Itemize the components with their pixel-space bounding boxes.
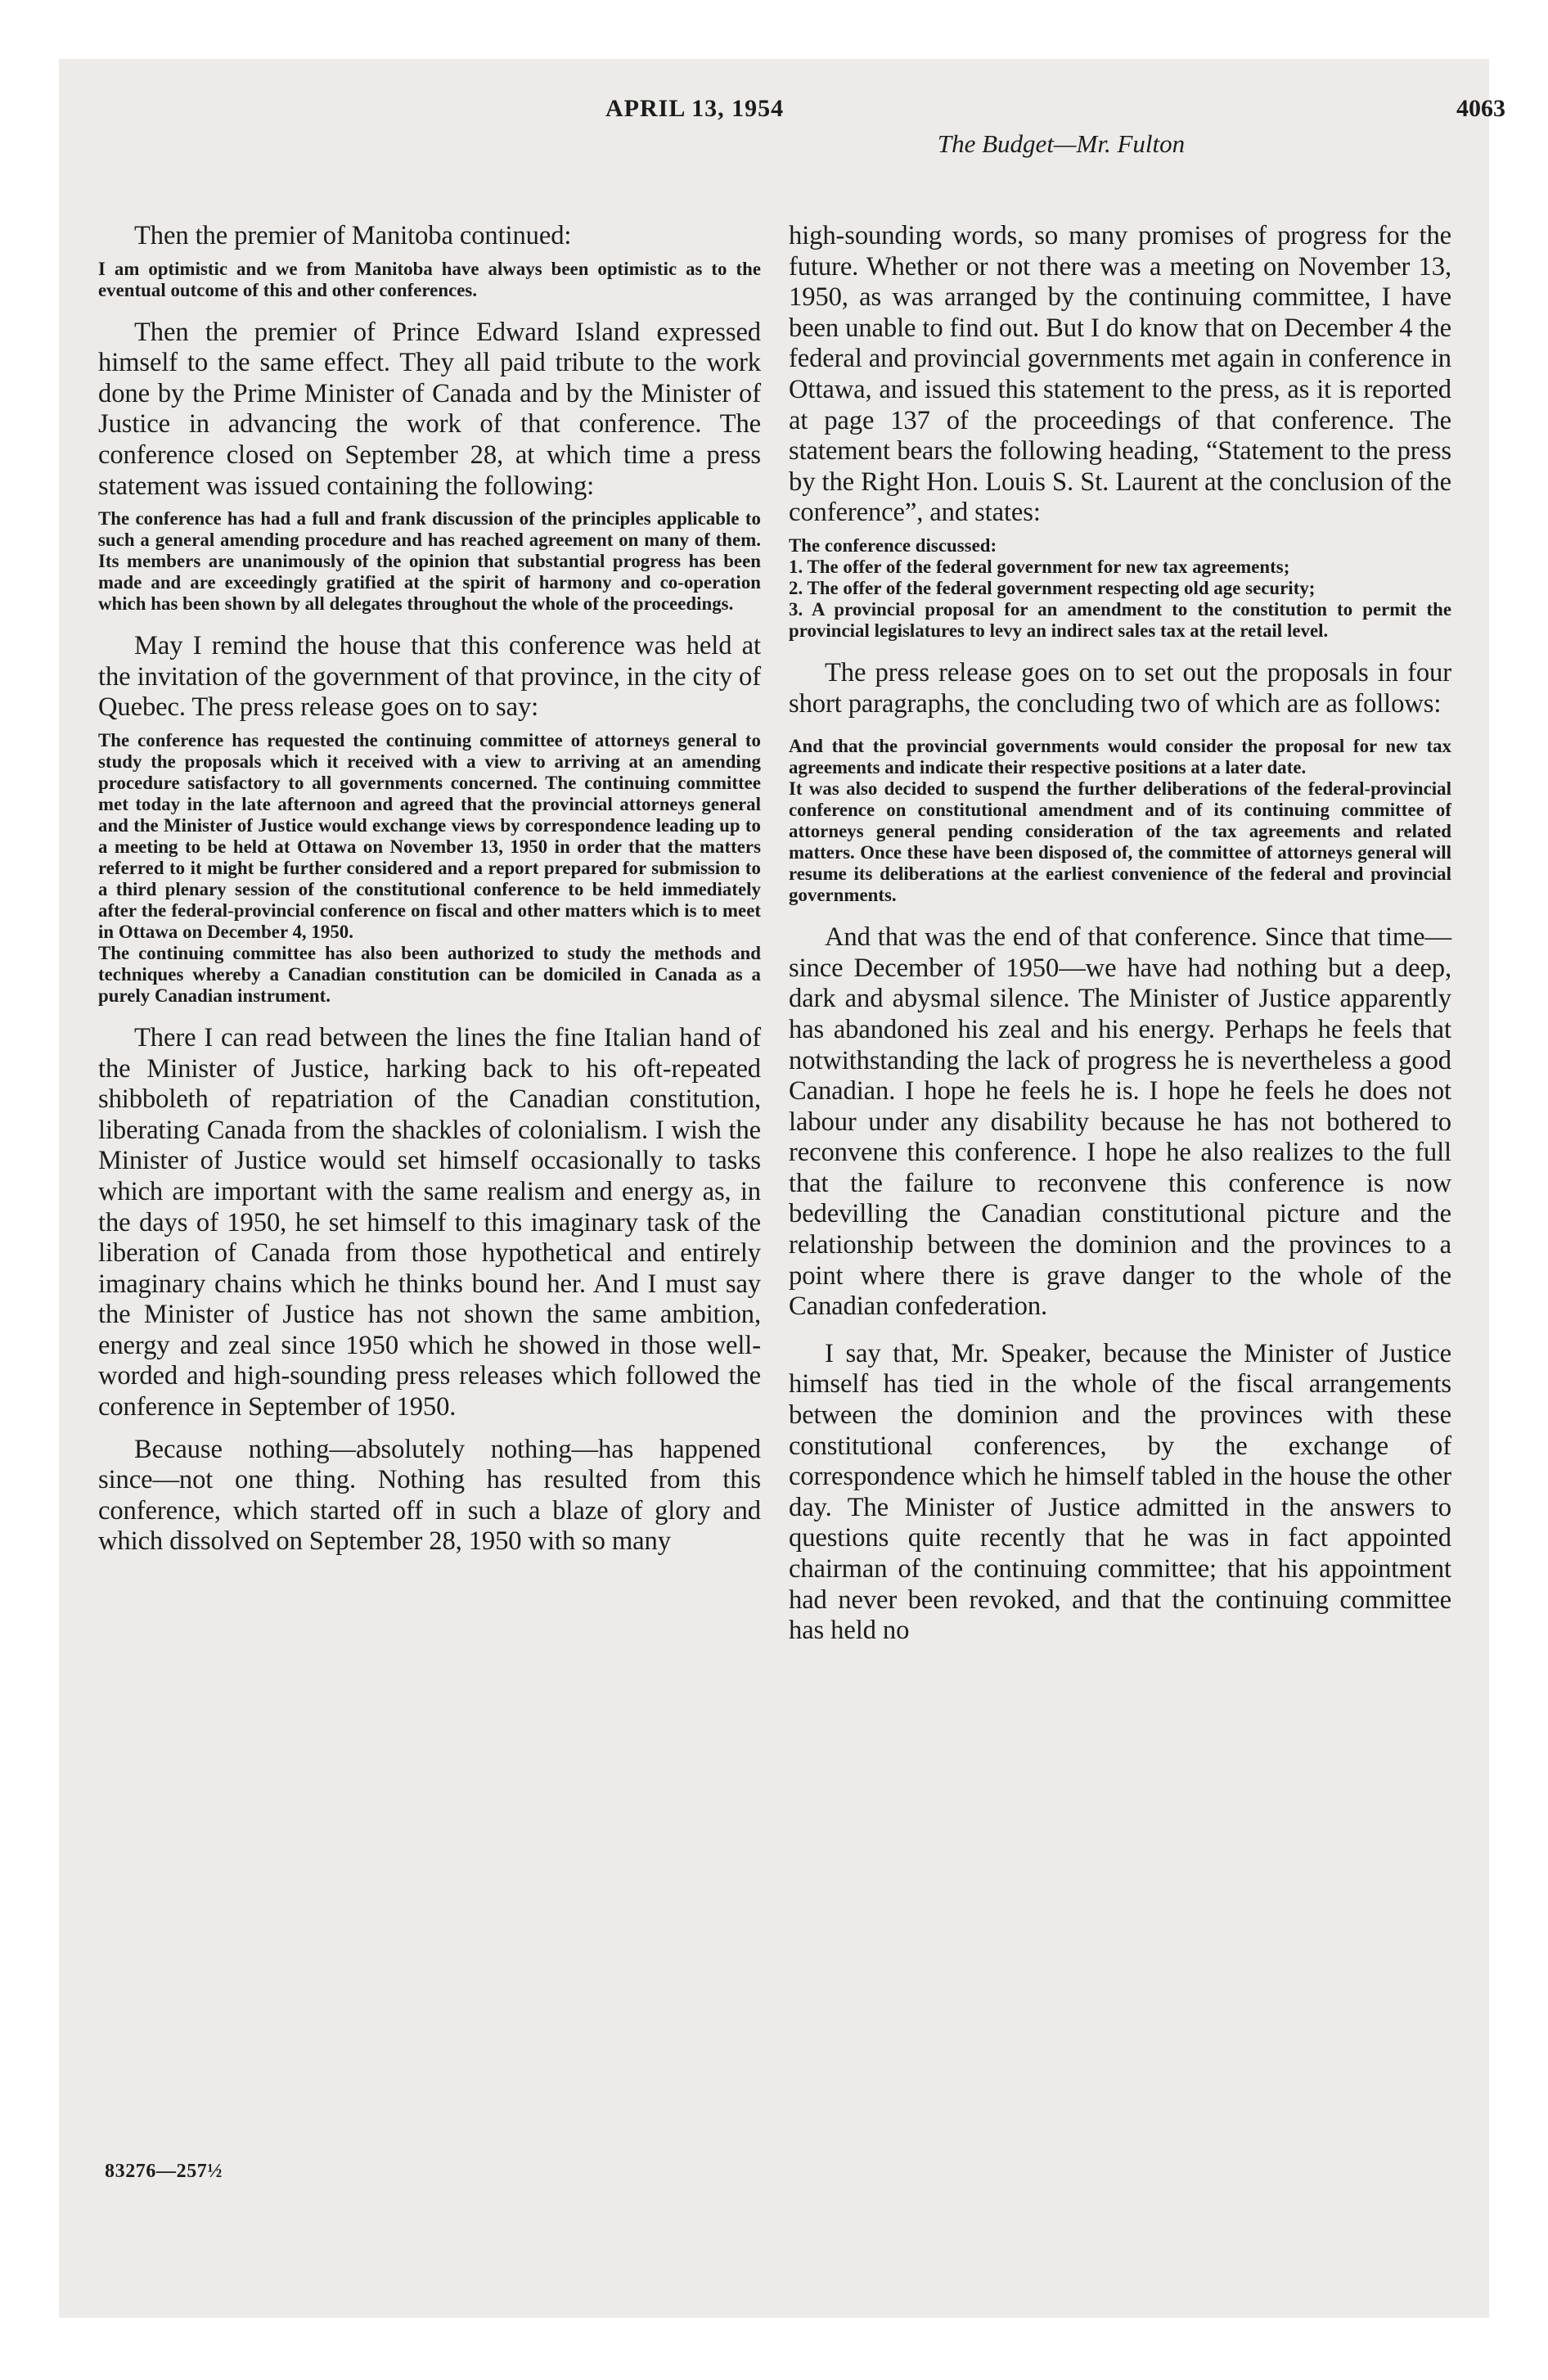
paragraph: Then the premier of Manitoba continued: xyxy=(134,221,572,250)
quoted-passage: I am optimistic and we from Manitoba have always been optimistic as to the eventual outcome of this and other conferences. xyxy=(98,258,761,300)
page-number: 4063 xyxy=(1456,95,1505,122)
paragraph: And that was the end of that conference. Since that time—since December of 1950—we have had nothing but a deep, dark and abysmal silence. The Minister of Justice apparently has abandoned his zeal and his energy. Perhaps he feels that notwithstanding the lack of progress he is nevertheless a good Canadian. I hope he feels he is. I hope he feels he does not labour under any disability because he has not bothered to reconvene this conference. I hope he also realizes to the full that the failure to reconvene this conference is now bedevilling the Canadian constitutional picture and the relationship between the dominion and the provinces to a point where there is grave danger to the whole of the Canadian confederation. xyxy=(789,922,1451,1322)
quoted-passage: The conference has requested the continuing committee of attorneys general to study the proposals which it received with a view to arriving at an amending procedure satisfactory to all governments concerned. The continuing committee met today in the late afternoon and agreed that the provincial attorneys general and the Minister of Justice would exchange views by correspondence leading up to a meeting to be held at Ottawa on November 13, 1950 in order that the matters referred to it might be further considered and a report prepared for submission to a third plenary session of the constitutional conference to be held immediately after the federal-provincial conference on fiscal and other matters which is to meet in Ottawa on December 4, 1950. xyxy=(98,729,761,942)
quoted-passage: It was also decided to suspend the further deliberations of the federal-provincial conference on constitutional amendment and of its continuing committee of attorneys general pending consideration of the tax agreements and related matters. Once these have been disposed of, the committee of attorneys general will resume its deliberations at the earliest convenience of the federal and provincial governments. xyxy=(789,778,1451,906)
quoted-passage: The conference has had a full and frank discussion of the principles applicable to such a general amending procedure and has reached agreement on many of them. Its members are unanimously of the opinion that substantial progress has been made and are exceedingly gratified at the spirit of harmony and co-operation which has been shown by all delegates throughout the whole of the proceedings. xyxy=(98,508,761,615)
paragraph: Then the premier of Prince Edward Island expressed himself to the same effect. They all paid tribute to the work done by the Prime Minister of Canada and by the Minister of Justice in advancing the work of that conference. The conference closed on September 28, at which time a press statement was issued containing the following: xyxy=(98,317,761,501)
running-header-date: APRIL 13, 1954 xyxy=(605,95,785,122)
quoted-passage: The continuing committee has also been authorized to study the methods and techniques whereby a Canadian constitution can be domiciled in Canada as a purely Canadian instrument. xyxy=(98,942,761,1006)
section-heading: The Budget—Mr. Fulton xyxy=(937,129,1186,158)
paragraph-continued: high-sounding words, so many promises of progress for the future. Whether or not there was a meeting on November 13, 1950, as was arranged by the continuing committee, I have been unable to find out. But I do know that on December 4 the federal and provincial governments met again in conference in Ottawa, and issued this statement to the press, as it is reported at page 137 of the proceedings of that conference. The statement bears the following heading, “Statement to the press by the Right Hon. Louis S. St. Laurent at the conclusion of the conference”, and states: xyxy=(789,221,1451,528)
paragraph: Because nothing—absolutely nothing—has happened since—not one thing. Nothing has resulted from this conference, which started off in such a blaze of glory and which dissolved on September 28, 1950 with so many xyxy=(98,1434,761,1557)
right-column xyxy=(789,221,1451,1647)
paragraph: The press release goes on to set out the proposals in four short paragraphs, the concluding two of which are as follows: xyxy=(789,657,1451,719)
footer-code: 83276—257½ xyxy=(105,2161,223,2182)
paragraph: I say that, Mr. Speaker, because the Minister of Justice himself has tied in the whole of the fiscal arrangements between the dominion and the provinces with these constitutional conferences, by the exchange of correspondence which he himself tabled in the house the other day. The Minister of Justice admitted in the answers to questions quite recently that he was in fact appointed chairman of the continuing committee; that his appointment had never been revoked, and that the continuing committee has held no xyxy=(789,1338,1451,1646)
left-column xyxy=(98,221,761,1557)
quoted-passage: The conference discussed: xyxy=(789,534,997,556)
paragraph: There I can read between the lines the fine Italian hand of the Minister of Justice, harking back to his oft-repeated shibboleth of repatriation of the Canadian constitution, liberating Canada from the shackles of colonialism. I wish the Minister of Justice would set himself occasionally to tasks which are important with the same realism and energy as, in the days of 1950, he set himself to this imaginary task of the liberation of Canada from those hypothetical and entirely imaginary chains which he thinks bound her. And I must say the Minister of Justice has not shown the same ambition, energy and zeal since 1950 which he showed in those well-worded and high-sounding press releases which followed the conference in September of 1950. xyxy=(98,1022,761,1422)
quoted-list-item: 1. The offer of the federal government for new tax agreements; xyxy=(789,556,1290,577)
quoted-list-item: 3. A provincial proposal for an amendment to the constitution to permit the provincial legislatures to levy an indirect sales tax at the retail level. xyxy=(789,598,1451,641)
quoted-list-item: 2. The offer of the federal government respecting old age security; xyxy=(789,577,1316,598)
paragraph: May I remind the house that this conference was held at the invitation of the government of that province, in the city of Quebec. The press release goes on to say: xyxy=(98,631,761,723)
quoted-passage: And that the provincial governments would consider the proposal for new tax agreements and indicate their respective positions at a later date. xyxy=(789,736,1451,778)
